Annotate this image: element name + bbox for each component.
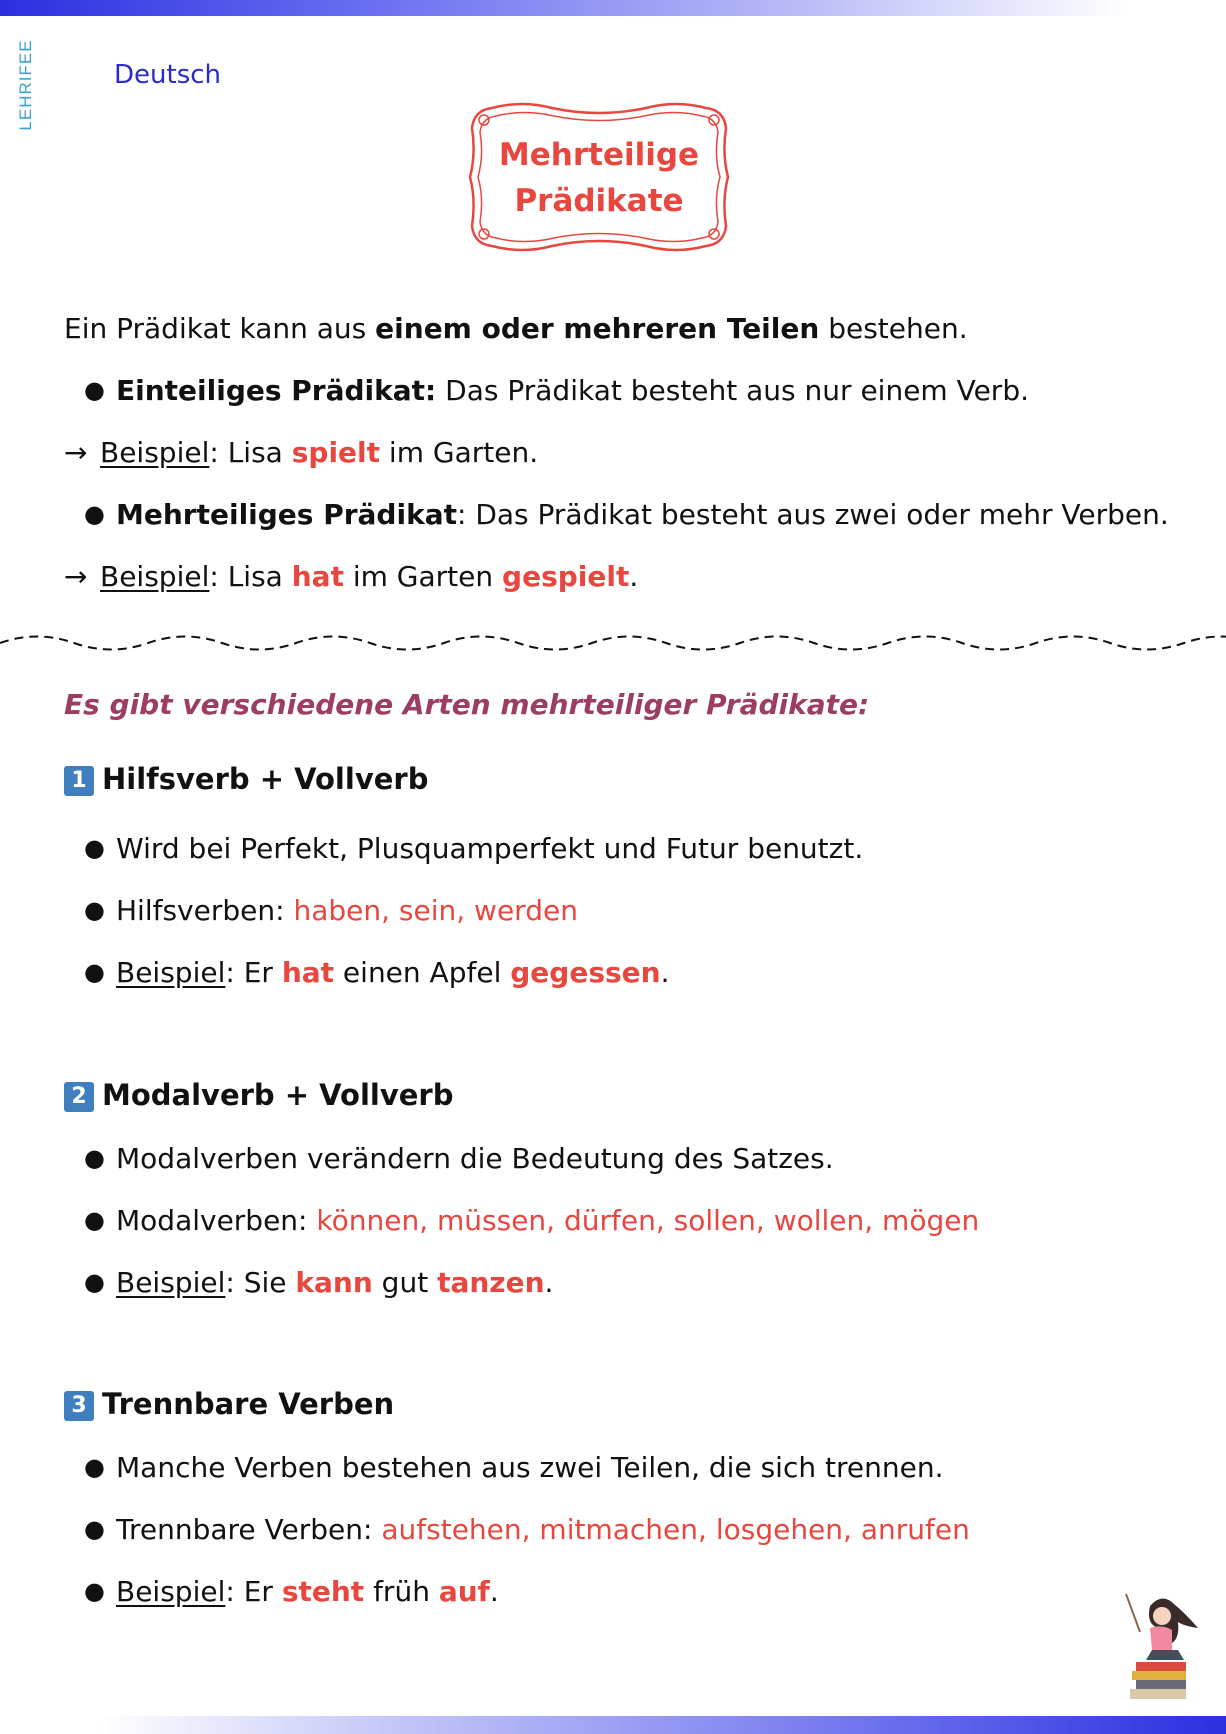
bullet-icon: ●	[84, 896, 105, 924]
list-label: Hilfsverben:	[116, 894, 294, 927]
title-line-1: Mehrteilige	[498, 137, 700, 173]
example-text: gut	[372, 1266, 438, 1299]
bullet-icon: ●	[84, 958, 105, 986]
bullet-text: Manche Verben bestehen aus zwei Teilen, die sich trennen.	[116, 1451, 944, 1484]
bullet-icon: ●	[84, 500, 105, 528]
list-values: haben, sein, werden	[293, 894, 578, 927]
example-text: : Er	[225, 956, 282, 989]
bottom-gradient-bar	[0, 1716, 1226, 1734]
example-verb: auf	[438, 1575, 490, 1608]
bullet-icon: ●	[84, 1577, 105, 1605]
example-mehrteilig	[64, 560, 638, 593]
list-values: aufstehen, mitmachen, losgehen, anrufen	[381, 1513, 970, 1546]
arrow-right-icon: →	[64, 436, 88, 469]
example-verb: tanzen	[437, 1266, 545, 1299]
bullet-icon: ●	[84, 1144, 105, 1172]
example-text: .	[544, 1266, 554, 1299]
bullet-icon: ●	[84, 1453, 105, 1481]
section-1-bullet-example	[84, 956, 669, 989]
brand-logo	[14, 40, 38, 130]
section-1-bullet-list	[84, 894, 578, 927]
title-line-2: Prädikate	[514, 183, 684, 219]
bullet-icon: ●	[84, 1515, 105, 1543]
type-label: Einteiliges Prädikat:	[116, 374, 437, 407]
example-verb: gegessen	[510, 956, 661, 989]
bullet-icon: ●	[84, 1268, 105, 1296]
section-2-bullet-usage	[84, 1142, 834, 1175]
mascot-girl-icon	[1106, 1584, 1206, 1704]
example-text: : Sie	[225, 1266, 296, 1299]
example-verb: hat	[281, 956, 335, 989]
intro-paragraph	[64, 312, 968, 345]
brand-text: LEHRIFEE	[16, 39, 35, 131]
example-verb: gespielt	[502, 560, 630, 593]
example-label: Beispiel	[100, 436, 210, 469]
intro-text-after: bestehen.	[819, 312, 968, 345]
section-heading-3	[64, 1387, 394, 1421]
page-title	[462, 132, 736, 224]
example-text: .	[629, 560, 639, 593]
example-text: im Garten	[343, 560, 503, 593]
example-text: .	[660, 956, 670, 989]
example-einteilig	[64, 436, 538, 469]
top-gradient-bar	[0, 0, 1226, 16]
type-item-mehrteilig	[84, 498, 1169, 531]
section-2-bullet-list	[84, 1204, 979, 1237]
example-text: im Garten.	[380, 436, 539, 469]
example-verb: steht	[281, 1575, 365, 1608]
bullet-icon: ●	[84, 1206, 105, 1234]
section-3-bullet-list	[84, 1513, 970, 1546]
example-label: Beispiel	[116, 956, 226, 989]
wavy-divider	[0, 628, 1226, 658]
section-3-bullet-example	[84, 1575, 499, 1608]
list-label: Modalverben:	[116, 1204, 317, 1237]
example-label: Beispiel	[116, 1266, 226, 1299]
section-intro: Es gibt verschiedene Arten mehrteiliger Prädikate:	[64, 688, 870, 721]
section-title: Hilfsverb + Vollverb	[102, 762, 429, 796]
subject-label: Deutsch	[114, 60, 222, 90]
arrow-right-icon: →	[64, 560, 88, 593]
section-2-bullet-example	[84, 1266, 553, 1299]
example-text: .	[489, 1575, 499, 1608]
example-text: : Lisa	[209, 436, 292, 469]
example-text: : Er	[225, 1575, 282, 1608]
section-title: Modalverb + Vollverb	[102, 1078, 454, 1112]
example-verb: hat	[291, 560, 344, 593]
example-text: einen Apfel	[334, 956, 511, 989]
bullet-icon: ●	[84, 376, 105, 404]
number-badge-icon: 2	[64, 1082, 94, 1112]
type-text: Das Prädikat besteht aus nur einem Verb.	[436, 374, 1029, 407]
number-badge-icon: 3	[64, 1391, 94, 1421]
example-text: früh	[364, 1575, 439, 1608]
example-verb: spielt	[291, 436, 381, 469]
section-title: Trennbare Verben	[102, 1387, 395, 1421]
example-text: : Lisa	[209, 560, 292, 593]
type-label: Mehrteiliges Prädikat	[116, 498, 457, 531]
example-label: Beispiel	[100, 560, 210, 593]
section-1-bullet-usage	[84, 832, 863, 865]
bullet-text: Wird bei Perfekt, Plusquamperfekt und Futur benutzt.	[116, 832, 864, 865]
section-3-bullet-usage	[84, 1451, 943, 1484]
type-text: : Das Prädikat besteht aus zwei oder mehr Verben.	[456, 498, 1169, 531]
example-verb: kann	[295, 1266, 373, 1299]
section-heading-2	[64, 1078, 453, 1112]
list-label: Trennbare Verben:	[116, 1513, 382, 1546]
list-values: können, müssen, dürfen, sollen, wollen, mögen	[316, 1204, 980, 1237]
intro-text-bold: einem oder mehreren Teilen	[375, 312, 820, 345]
intro-text-before: Ein Prädikat kann aus	[64, 312, 376, 345]
bullet-icon: ●	[84, 834, 105, 862]
type-item-einteilig	[84, 374, 1029, 407]
bullet-text: Modalverben verändern die Bedeutung des Satzes.	[116, 1142, 834, 1175]
example-label: Beispiel	[116, 1575, 226, 1608]
title-box	[462, 98, 736, 256]
number-badge-icon: 1	[64, 766, 94, 796]
section-heading-1	[64, 762, 428, 796]
